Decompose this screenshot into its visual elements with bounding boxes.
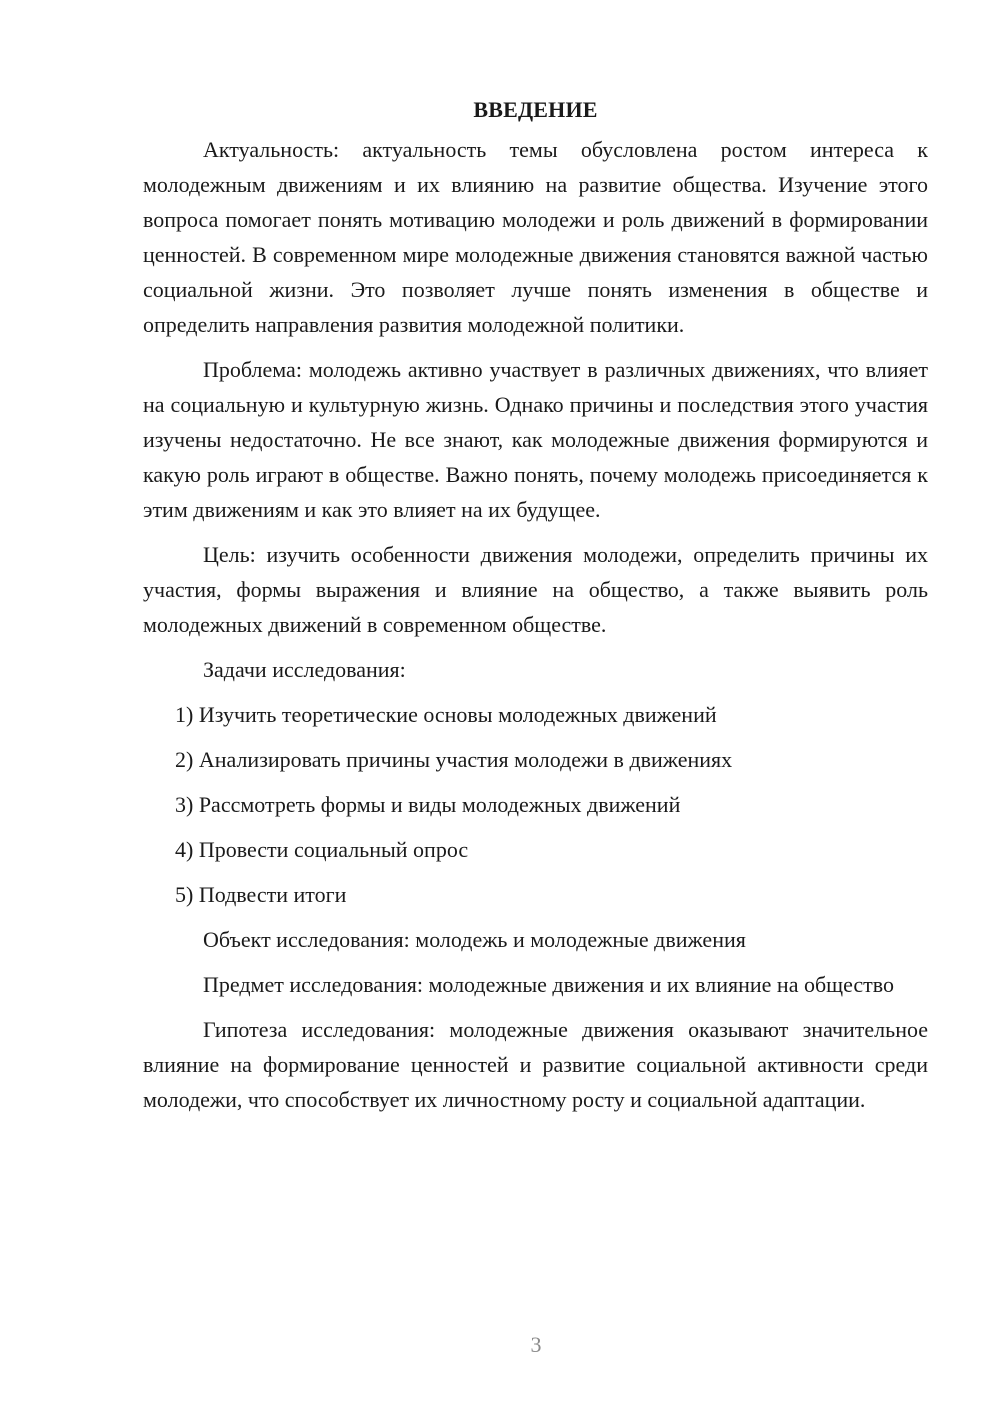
tasks-heading: Задачи исследования: xyxy=(203,657,406,682)
document-page xyxy=(143,92,928,1127)
subject-paragraph: Предмет исследования: молодежные движения и их влияние на общество xyxy=(203,972,895,997)
list-item: 3) Рассмотреть формы и виды молодежных движений xyxy=(175,792,681,817)
page-title: ВВЕДЕНИЕ xyxy=(473,97,598,122)
hypothesis-paragraph: Гипотеза исследования: молодежные движения оказывают значительное влияние на формирование ценностей и развитие социальной активности среди молодежи, что способствует их личностному росту и социальной адаптации. xyxy=(143,1017,928,1112)
list-item: 1) Изучить теоретические основы молодежных движений xyxy=(175,702,717,727)
list-item: 5) Подвести итоги xyxy=(175,882,347,907)
page-number: 3 xyxy=(530,1332,542,1357)
list-item: 2) Анализировать причины участия молодежи в движениях xyxy=(175,747,733,772)
problem-paragraph: Проблема: молодежь активно участвует в различных движениях, что влияет на социальную и культурную жизнь. Однако причины и последствия этого участия изучены недостаточно. Не все знают, как молодежные движения формируются и какую роль играют в обществе. Важно понять, почему молодежь присоединяется к этим движениям и как это влияет на их будущее. xyxy=(143,357,928,522)
tasks-list xyxy=(143,697,928,912)
object-paragraph: Объект исследования: молодежь и молодежные движения xyxy=(203,927,746,952)
relevance-paragraph: Актуальность: актуальность темы обусловлена ростом интереса к молодежным движениям и их влиянию на развитие общества. Изучение этого вопроса помогает понять мотивацию молодежи и роль движений в формировании ценностей. В современном мире молодежные движения становятся важной частью социальной жизни. Это позволяет лучше понять изменения в обществе и определить направления развития молодежной политики. xyxy=(143,137,928,337)
list-item: 4) Провести социальный опрос xyxy=(175,837,469,862)
goal-paragraph: Цель: изучить особенности движения молодежи, определить причины их участия, формы выражения и влияние на общество, а также выявить роль молодежных движений в современном обществе. xyxy=(143,542,928,637)
